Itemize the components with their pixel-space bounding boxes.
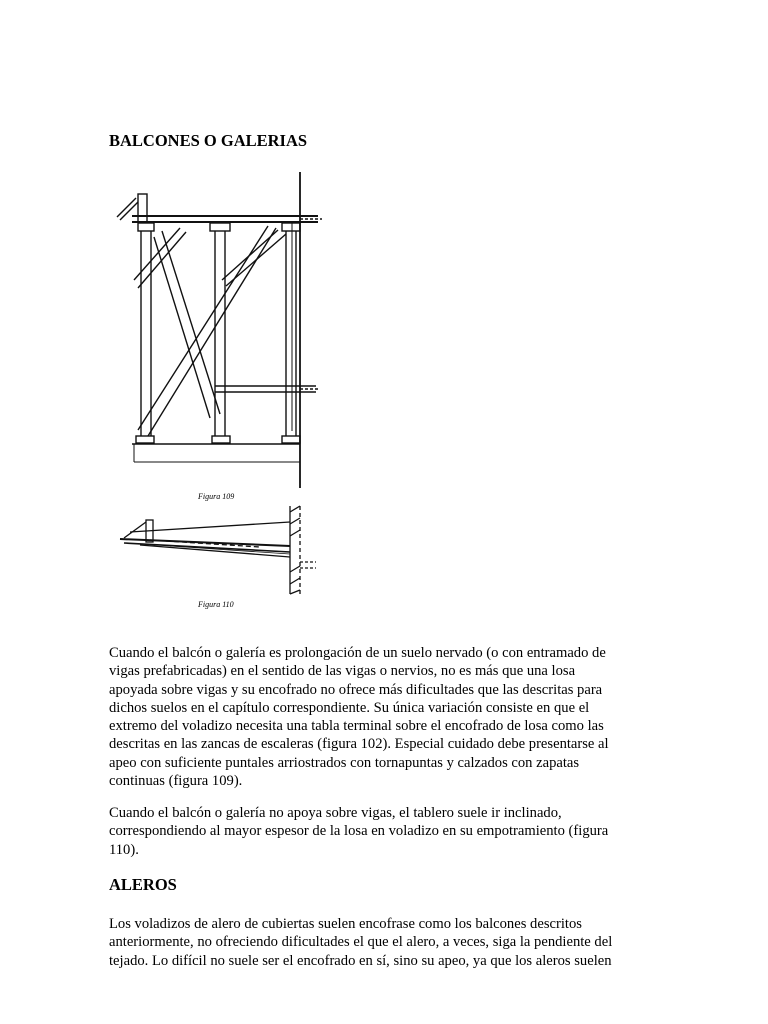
figure-109-drawing xyxy=(110,168,325,493)
paragraph-line: Cuando el balcón o galería no apoya sobre vigas, el tablero suele ir inclinado, xyxy=(109,805,562,821)
figure-109-caption: Figura 109 xyxy=(198,492,235,501)
paragraph-line: descritas en las zancas de escaleras (figura 102). Especial cuidado debe presentarse al xyxy=(109,736,609,753)
section-heading-balcones: BALCONES O GALERIAS xyxy=(109,131,308,150)
paragraph-line: anteriormente, no ofreciendo dificultades el que el alero, a veces, siga la pendiente del xyxy=(109,934,613,951)
paragraph-line: 110). xyxy=(109,841,139,858)
paragraph-1 xyxy=(109,644,679,790)
figure-110-drawing xyxy=(110,502,325,602)
figure-110-caption: Figura 110 xyxy=(198,600,234,609)
paragraph-line: dichos suelos en el capítulo correspondiente. Su única variación consiste en que el xyxy=(109,699,590,716)
paragraph-line: extremo del voladizo necesita una tabla terminal sobre el encofrado de losa como las xyxy=(109,718,604,735)
section-heading-aleros: ALEROS xyxy=(109,875,177,894)
paragraph-line: Cuando el balcón o galería es prolongación de un suelo nervado (o con entramado de xyxy=(109,645,606,661)
paragraph-2 xyxy=(109,804,679,859)
paragraph-line: apoyada sobre vigas y su encofrado no ofrece más dificultades que las descritas para xyxy=(109,681,603,698)
paragraph-line: continuas (figura 109). xyxy=(109,773,243,790)
paragraph-line: vigas prefabricadas) en el sentido de las vigas o nervios, no es más que una losa xyxy=(109,663,576,680)
paragraph-3 xyxy=(109,915,679,970)
paragraph-line: correspondiendo al mayor espesor de la losa en voladizo en su empotramiento (figura xyxy=(109,823,609,840)
paragraph-line: Los voladizos de alero de cubiertas suelen encofrase como los balcones descritos xyxy=(109,916,582,932)
paragraph-line: tejado. Lo difícil no suele ser el encofrado en sí, sino su apeo, ya que los aleros suelen xyxy=(109,952,612,969)
paragraph-line: apeo con suficiente puntales arriostrados con tornapuntas y calzados con zapatas xyxy=(109,754,580,771)
